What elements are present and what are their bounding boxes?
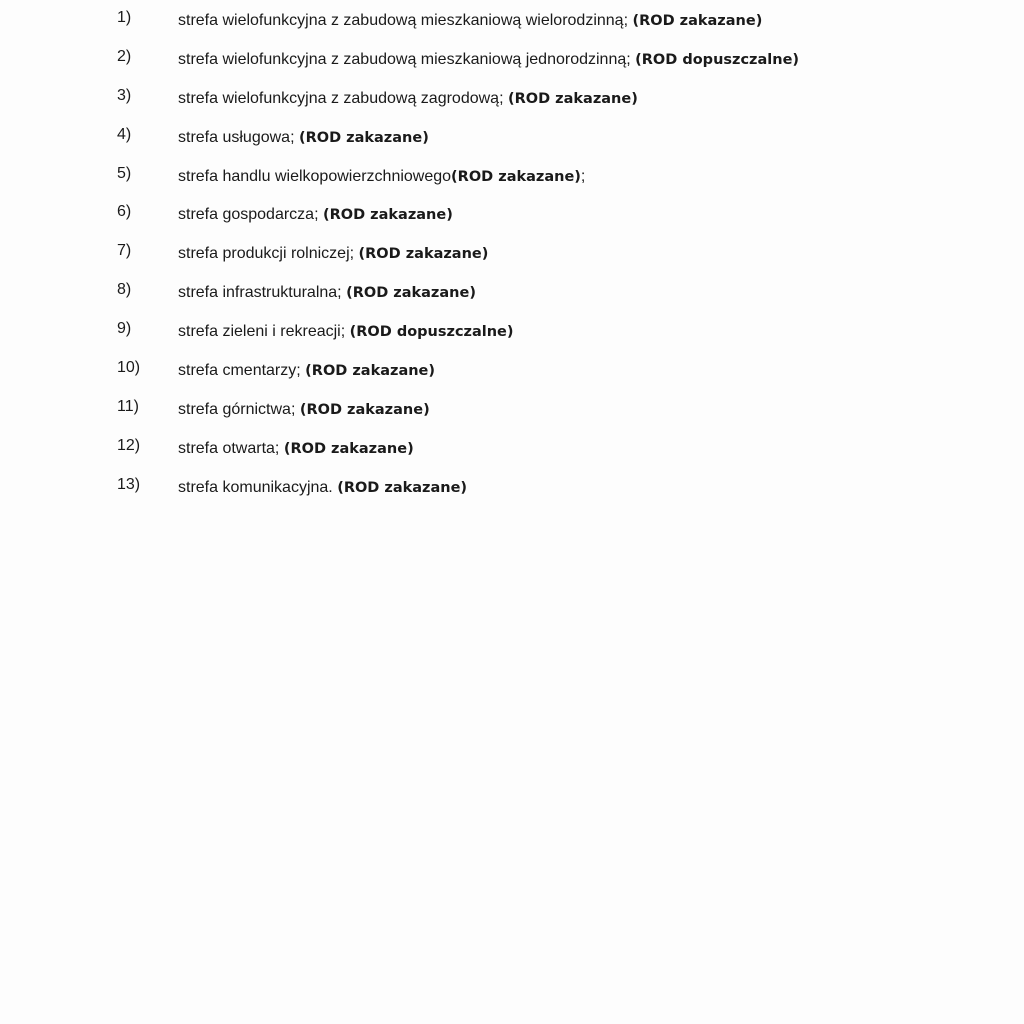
list-item xyxy=(0,125,1024,164)
rod-status: (ROD zakazane) xyxy=(632,13,763,29)
item-text xyxy=(178,128,429,148)
list-item xyxy=(0,8,1024,47)
zone-name: strefa cmentarzy; xyxy=(178,362,306,380)
item-text xyxy=(178,439,414,459)
item-text xyxy=(178,322,514,342)
zone-name: strefa zieleni i rekreacji; xyxy=(178,323,350,341)
list-item xyxy=(0,86,1024,125)
zone-name: strefa otwarta; xyxy=(178,439,284,457)
item-number: 4) xyxy=(117,125,132,143)
item-text xyxy=(178,478,467,498)
item-number: 9) xyxy=(117,320,132,338)
list-item xyxy=(0,47,1024,86)
item-text xyxy=(178,361,435,381)
zone-name: strefa wielofunkcyjna z zabudową mieszkaniową jednorodzinną; xyxy=(178,50,636,68)
item-number: 10) xyxy=(117,359,141,377)
item-number: 2) xyxy=(117,47,132,65)
list-item xyxy=(0,436,1024,475)
item-number: 6) xyxy=(117,203,132,221)
zone-name: strefa wielofunkcyjna z zabudową mieszkaniową wielorodzinną; xyxy=(178,12,633,29)
item-number: 11) xyxy=(117,397,139,415)
rod-status: (ROD zakazane) xyxy=(322,207,453,224)
item-text xyxy=(178,244,488,264)
rod-status: (ROD zakazane) xyxy=(346,285,476,302)
list-item xyxy=(0,319,1024,358)
zone-name: strefa komunikacyjna. xyxy=(178,478,338,496)
rod-status: (ROD zakazane) xyxy=(337,479,468,496)
list-item xyxy=(0,164,1024,203)
zone-list xyxy=(0,8,1024,514)
zone-name: strefa infrastrukturalna; xyxy=(178,284,347,302)
item-number: 5) xyxy=(117,164,132,182)
item-number: 3) xyxy=(117,86,132,104)
zone-name: strefa handlu wielkopowierzchniowego xyxy=(178,167,452,185)
rod-status: (ROD dopuszczalne) xyxy=(349,324,514,341)
list-item xyxy=(0,397,1024,436)
rod-status: (ROD dopuszczalne) xyxy=(635,51,800,68)
list-item xyxy=(0,358,1024,397)
item-number: 1) xyxy=(117,9,132,26)
item-text xyxy=(178,167,585,187)
item-text xyxy=(178,205,453,225)
item-text xyxy=(178,50,799,70)
zone-name: strefa produkcji rolniczej; xyxy=(178,245,359,263)
item-text xyxy=(178,283,476,303)
zone-name: strefa gospodarcza; xyxy=(178,206,323,224)
rod-status: (ROD zakazane) xyxy=(451,168,581,185)
rod-status: (ROD zakazane) xyxy=(283,440,414,457)
zone-name: strefa wielofunkcyjna z zabudową zagrodową; xyxy=(178,89,508,107)
rod-status: (ROD zakazane) xyxy=(298,129,429,146)
zone-name: strefa usługowa; xyxy=(178,128,299,146)
item-text xyxy=(178,89,638,109)
item-number: 7) xyxy=(117,242,132,260)
rod-status: (ROD zakazane) xyxy=(299,401,430,418)
item-text xyxy=(178,400,430,420)
item-suffix: ; xyxy=(580,167,586,185)
item-text xyxy=(178,11,762,31)
rod-status: (ROD zakazane) xyxy=(358,246,489,263)
list-item xyxy=(0,475,1024,514)
list-item xyxy=(0,241,1024,280)
list-item xyxy=(0,280,1024,319)
zone-name: strefa górnictwa; xyxy=(178,400,300,418)
rod-status: (ROD zakazane) xyxy=(305,363,436,380)
item-number: 8) xyxy=(117,281,132,299)
item-number: 13) xyxy=(117,475,141,493)
rod-status: (ROD zakazane) xyxy=(507,90,638,107)
list-item xyxy=(0,202,1024,241)
item-number: 12) xyxy=(117,436,141,454)
